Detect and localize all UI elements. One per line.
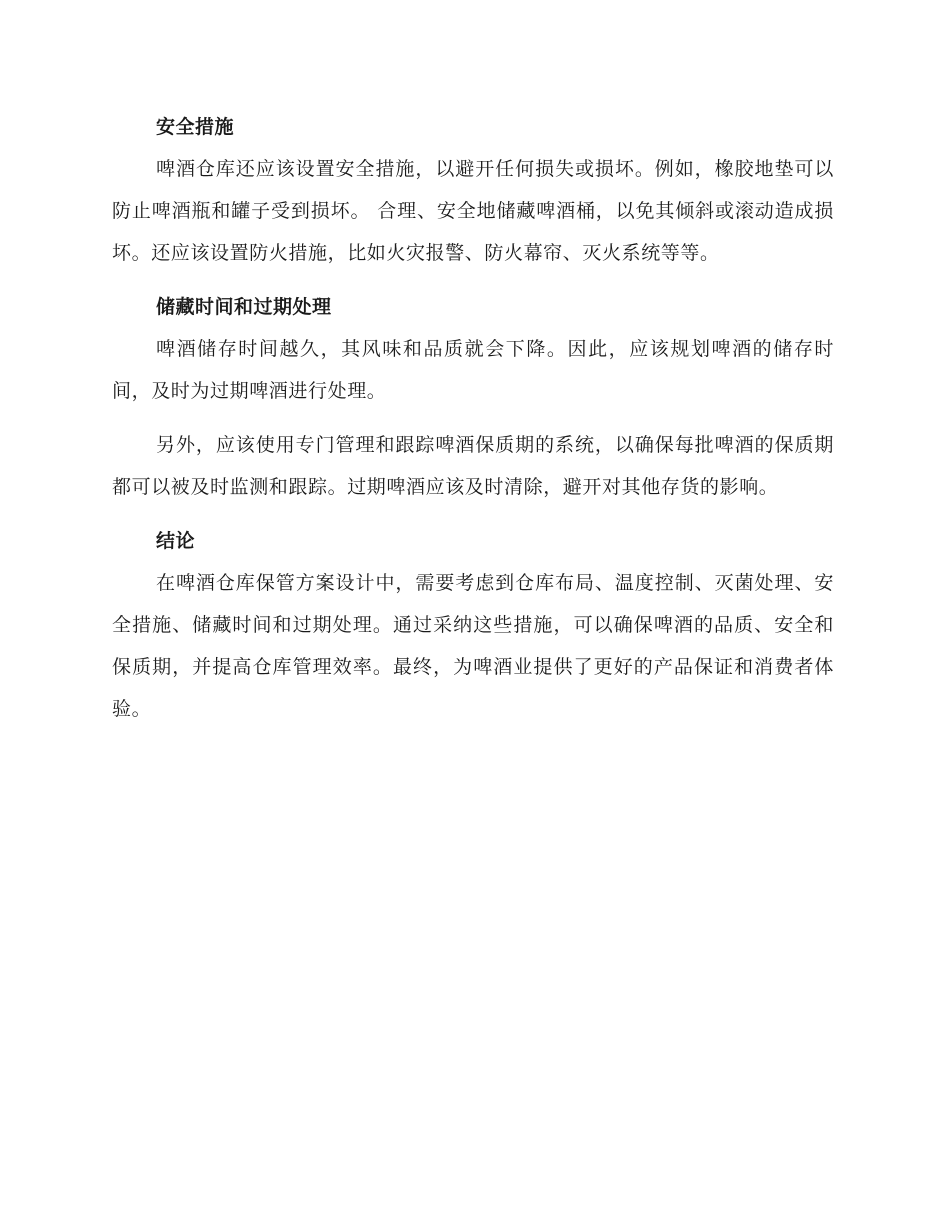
section-conclusion [112, 520, 834, 730]
paragraph: 另外，应该使用专门管理和跟踪啤酒保质期的系统，以确保每批啤酒的保质期都可以被及时监测和跟踪。过期啤酒应该及时清除，避开对其他存货的影响。 [112, 434, 834, 498]
paragraph: 啤酒储存时间越久，其风味和品质就会下降。因此，应该规划啤酒的储存时间，及时为过期啤酒进行处理。 [112, 338, 834, 402]
document-page [112, 106, 834, 742]
section-storage-expiry [112, 286, 834, 508]
paragraph: 在啤酒仓库保管方案设计中，需要考虑到仓库布局、温度控制、灭菌处理、安全措施、储藏时间和过期处理。通过采纳这些措施，可以确保啤酒的品质、安全和保质期，并提高仓库管理效率。最终，为啤酒业提供了更好的产品保证和消费者体验。 [112, 572, 834, 720]
paragraph: 啤酒仓库还应该设置安全措施，以避开任何损失或损坏。例如，橡胶地垫可以防止啤酒瓶和罐子受到损坏。 合理、安全地储藏啤酒桶，以免其倾斜或滚动造成损坏。还应该设置防火措施，比如火灾报警、防火幕帘、灭火系统等等。 [112, 158, 834, 264]
section-safety [112, 106, 834, 274]
section-heading: 储藏时间和过期处理 [156, 296, 332, 318]
section-heading: 安全措施 [156, 116, 235, 138]
section-heading: 结论 [156, 530, 196, 552]
